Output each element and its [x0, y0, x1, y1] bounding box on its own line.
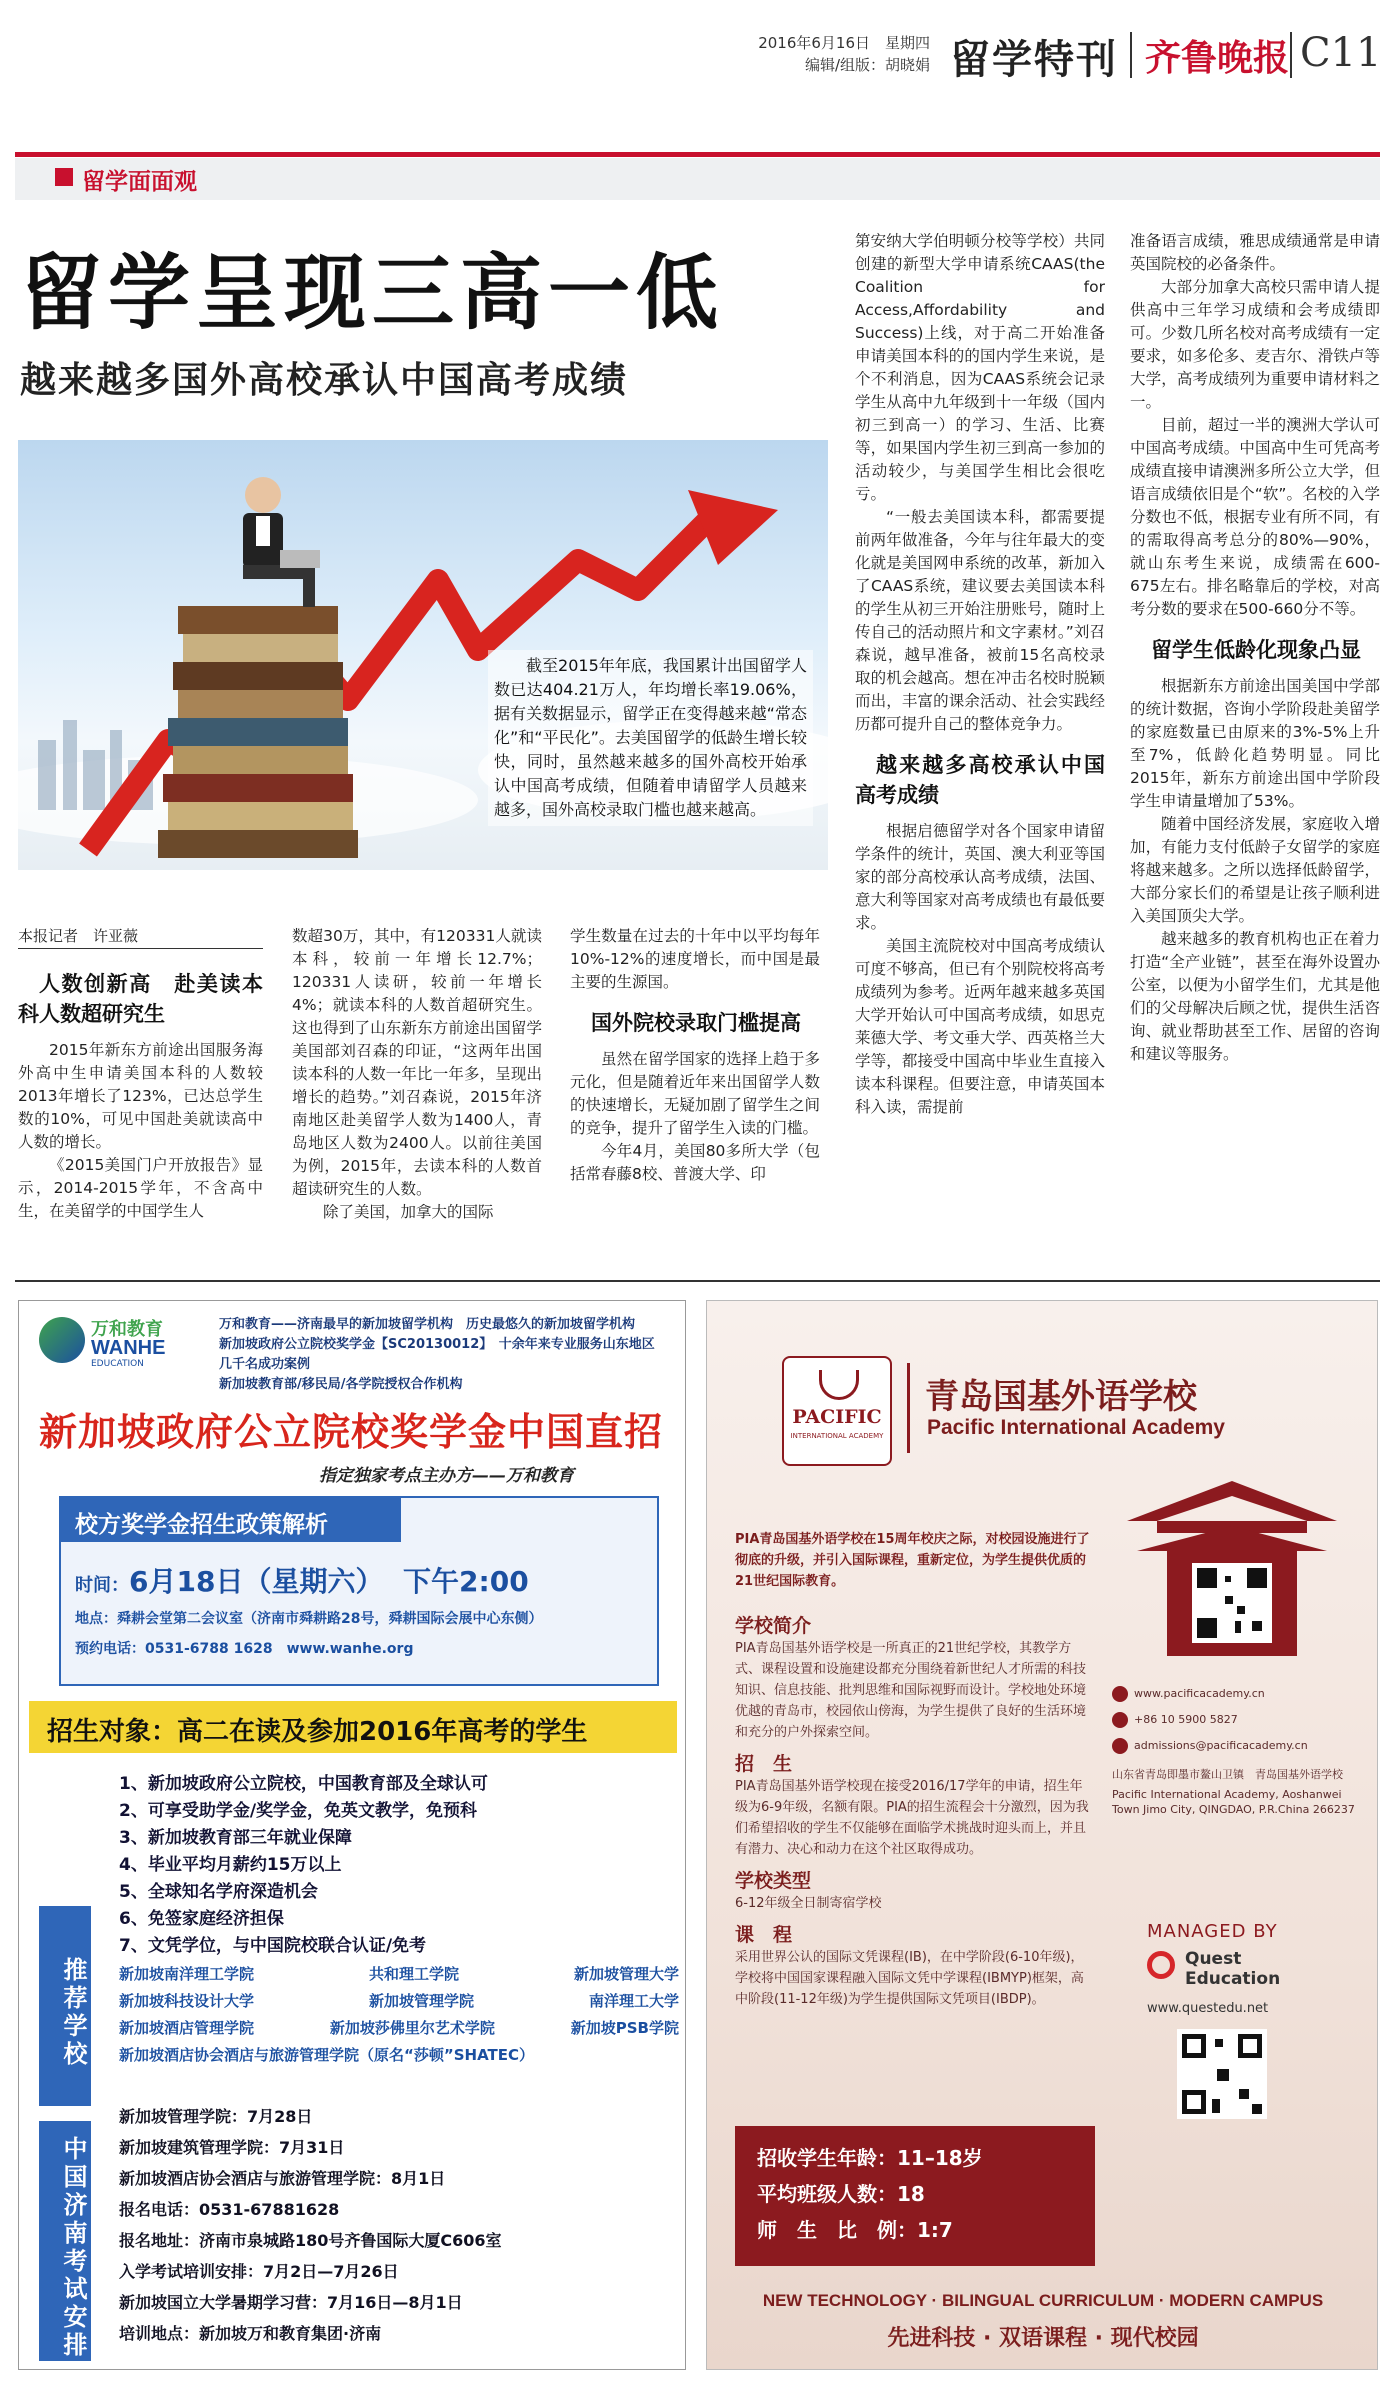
- exam-line: 新加坡建筑管理学院：7月31日: [119, 2138, 345, 2157]
- event-phone: 预约电话：0531-6788 1628 www.wanhe.org: [75, 1641, 414, 1657]
- slogan-en: NEW TECHNOLOGY · BILINGUAL CURRICULUM · MODERN CAMPUS: [762, 2291, 1324, 2310]
- pacific-logo-sub: INTERNATIONAL ACADEMY: [790, 1432, 884, 1440]
- address-cn: 山东省青岛即墨市鳌山卫镇 青岛国基外语学校: [1112, 1768, 1343, 1781]
- pacific-logo-text: PACIFIC: [792, 1406, 882, 1428]
- paragraph: 大部分加拿大高校只需申请人提供高中三年学习成绩和会考成绩即可。少数几所名校对高考成绩有一定要求，如多伦多、麦吉尔、滑铁卢等大学，高考成绩列为重要申请材料之一。: [1130, 278, 1380, 411]
- benefit-item: 3、新加坡教育部三年就业保障: [119, 1828, 352, 1848]
- exam-line: 新加坡国立大学暑期学习营：7月16日—8月1日: [119, 2293, 463, 2312]
- info-text: 6-12年级全日制寄宿学校: [735, 1896, 882, 1911]
- logo-divider: [907, 1363, 910, 1453]
- school-name: 新加坡莎佛里尔艺术学院: [329, 2019, 495, 2037]
- quest-name: Quest: [1185, 1949, 1242, 1969]
- contact-tel-text: +86 10 5900 5827: [1134, 1713, 1238, 1726]
- divider: [1290, 32, 1292, 78]
- school-name: 新加坡PSB学院: [570, 2019, 679, 2037]
- quest-logo-icon: [1147, 1951, 1175, 1979]
- exam-schedule: [119, 2101, 679, 2349]
- info-heading: 学校简介: [735, 1615, 812, 1637]
- side-label-exam: 中国济南考试安排: [39, 2121, 91, 2361]
- page-number: C11: [1300, 30, 1382, 76]
- wanhe-logo-en: WANHE: [91, 1337, 166, 1359]
- subheading-3: 越来越多高校承认中国高考成绩: [855, 753, 1105, 807]
- address-en: Pacific International Academy, Aoshanwei Town Jimo City, QINGDAO, P.R.China 266237: [1112, 1788, 1355, 1816]
- exam-line: 报名电话：0531-67881628: [119, 2200, 340, 2219]
- time-hour: 下午2:00: [403, 1565, 529, 1598]
- paragraph: 目前，超过一半的澳洲大学认可中国高考成绩。中国高中生可凭高考成绩直接申请澳洲多所公立大学，但语言成绩依旧是个“软”。名校的入学分数也不低，根据专业有所不同，有的需取得高考总分的80%—90%，就山东考生来说，成绩需在600-675左右。排名略靠后的学校，对高考分数的要求在500-660分不等。: [1130, 416, 1380, 618]
- subheading-1: 人数创新高 赴美读本科人数超研究生: [18, 972, 263, 1026]
- side-label-schools: 推荐学校: [39, 1906, 91, 2106]
- event-box: [59, 1496, 659, 1686]
- article-column-1: [18, 955, 263, 1223]
- stat-age: 招收学生年龄：11–18岁: [757, 2146, 983, 2170]
- paragraph: 《2015美国门户开放报告》显示，2014-2015学年，不含高中生，在美留学的中国学生人: [18, 1156, 263, 1220]
- pagoda-qr-graphic: [1107, 1481, 1357, 1661]
- header-meta: [700, 32, 930, 76]
- exam-line: 新加坡管理学院：7月28日: [119, 2107, 313, 2126]
- ad-pacific: [706, 1300, 1378, 2370]
- time-label: 时间：: [75, 1575, 129, 1596]
- intro-line: 新加坡教育部/移民局/各学院授权合作机构: [219, 1377, 463, 1392]
- info-heading: 学校类型: [735, 1870, 812, 1892]
- school-name: 新加坡酒店管理学院: [119, 2019, 255, 2037]
- exam-line: 报名地址：济南市泉城路180号齐鲁国际大厦C606室: [119, 2231, 502, 2250]
- paragraph: 准备语言成绩，雅思成绩通常是申请英国院校的必备条件。: [1130, 232, 1380, 273]
- school-name: 新加坡管理学院: [368, 1992, 474, 2010]
- event-time: [75, 1560, 529, 1600]
- school-row: [119, 1988, 679, 2015]
- pia-info: [735, 1611, 1095, 2010]
- info-text: PIA青岛国基外语学校现在接受2016/17学年的申请，招生年级为6-9年级，名额有限。PIA的招生流程会十分激烈，因为我们希望招收的学生不仅能够在面临学术挑战时迎头而上，并且有潜力、决心和动力在这个社区取得成功。: [735, 1779, 1089, 1857]
- info-text: PIA青岛国基外语学校是一所真正的21世纪学校，其教学方式、课程设置和设施建设都充分围绕着新世纪人才所需的科技知识、信息技能、批判思维和国际视野而设计。学校地处环境优越的青岛市，校园依山傍海，为学生提供了良好的生活环境和充分的户外探索空间。: [735, 1641, 1087, 1740]
- wanhe-intro: [219, 1315, 674, 1395]
- school-name: 新加坡酒店协会酒店与旅游管理学院（原名“莎顿”SHATEC）: [119, 2046, 535, 2064]
- contact-mail: [1112, 1733, 1362, 1759]
- school-name: 共和理工学院: [368, 1965, 459, 1983]
- intro-line: 新加坡政府公立院校奖学金【SC20130012】 十余年来专业服务山东地区 几千名成功案例: [219, 1337, 668, 1372]
- byline: 本报记者 许亚薇: [18, 925, 263, 949]
- stat-class: 平均班级人数：18: [757, 2182, 925, 2206]
- contact-mail-text: admissions@pacificacademy.cn: [1134, 1739, 1308, 1752]
- paragraph: 根据启德留学对各个国家申请留学条件的统计，英国、澳大利亚等国家的部分高校承认高考成绩，法国、意大利等国家对高考成绩也有最低要求。: [855, 822, 1105, 932]
- benefit-item: 5、全球知名学府深造机会: [119, 1882, 318, 1902]
- info-heading: 招 生: [735, 1753, 793, 1775]
- contact-web: [1112, 1681, 1362, 1707]
- benefit-list: [119, 1771, 679, 1960]
- policy-title: 校方奖学金招生政策解析: [61, 1498, 401, 1542]
- subheading-4: 留学生低龄化现象凸显: [1151, 638, 1361, 662]
- pacific-logo-badge: [782, 1356, 892, 1466]
- paragraph: 除了美国，加拿大的国际: [323, 1203, 494, 1221]
- school-name-en: Pacific International Academy: [927, 1416, 1225, 1439]
- pavilion-icon: [819, 1370, 859, 1400]
- subheading-2: 国外院校录取门槛提高: [591, 1011, 801, 1035]
- school-row: [119, 1961, 679, 1988]
- benefit-item: 1、新加坡政府公立院校，中国教育部及全球认可: [119, 1774, 488, 1794]
- benefit-item: 6、免签家庭经济担保: [119, 1909, 284, 1929]
- school-name: 南洋理工大学: [588, 1992, 679, 2010]
- contact-web-text: www.pacificacademy.cn: [1134, 1687, 1265, 1700]
- subheadline: 越来越多国外高校承认中国高考成绩: [20, 360, 629, 401]
- pia-intro: PIA青岛国基外语学校在15周年校庆之际，对校园设施进行了彻底的升级，并引入国际课程，重新定位，为学生提供优质的21世纪国际教育。: [735, 1532, 1090, 1589]
- wanhe-logo-sub: EDUCATION: [91, 1359, 144, 1369]
- exam-line: 入学考试培训安排：7月2日—7月26日: [119, 2262, 399, 2281]
- school-row: [119, 2015, 679, 2042]
- intro-line: 万和教育——济南最早的新加坡留学机构 历史最悠久的新加坡留学机构: [219, 1317, 636, 1332]
- section-tag: 留学面面观: [82, 169, 197, 195]
- stats-box: [735, 2126, 1095, 2266]
- contact-tel: [1112, 1707, 1362, 1733]
- ad-title: 新加坡政府公立院校奖学金中国直招: [39, 1410, 664, 1454]
- school-name-cn: 青岛国基外语学校: [925, 1377, 1197, 1417]
- quest-edu: Education: [1185, 1969, 1281, 1989]
- wanhe-logo-cn: 万和教育: [91, 1319, 163, 1340]
- school-list: [119, 1961, 679, 2069]
- divider: [1130, 32, 1132, 78]
- school-name: 新加坡南洋理工学院: [119, 1965, 255, 1983]
- paragraph: 2015年新东方前途出国服务海外高中生申请美国本科的人数较2013年增长了123%，已达总学生数的10%，可见中国赴美就读高中人数的增长。: [18, 1041, 263, 1151]
- paragraph: 今年4月，美国80多所大学（包括常春藤8校、普渡大学、印: [570, 1142, 820, 1183]
- paragraph: 随着中国经济发展，家庭收入增加，有能力支付低龄子女留学的家庭将越来越多。之所以选择低龄留学，大部分家长们的希望是让孩子顺利进入美国顶尖大学。: [1130, 815, 1380, 925]
- qr-code-icon: [1177, 2029, 1267, 2119]
- benefit-item: 2、可享受助学金/奖学金，免英文教学，免预科: [119, 1801, 478, 1821]
- managed-by: MANAGED BY: [1147, 1921, 1278, 1942]
- school-row: [119, 2042, 679, 2069]
- photo-caption: 截至2015年年底，我国累计出国留学人数已达404.21万人，年均增长率19.06%，据有关数据显示，留学正在变得越来越“常态化”和“平民化”。去美国留学的低龄生增长较快，同时，虽然越来越多的国外高校开始承认中国高考成绩，但随着申请留学人员越来越多，国外高校录取门槛也越来越高。: [488, 650, 813, 826]
- event-place: 地点：舜耕会堂第二会议室（济南市舜耕路28号，舜耕国际会展中心东侧）: [75, 1611, 543, 1627]
- school-name: 新加坡管理大学: [573, 1965, 679, 1983]
- wanhe-logo-icon: [39, 1317, 85, 1363]
- paragraph: 学生数量在过去的十年中以平均每年10%-12%的速度增长，而中国是最主要的生源国。: [570, 927, 820, 991]
- header-rule: [15, 152, 1380, 157]
- headline: 留学呈现三高一低: [20, 245, 725, 341]
- exam-line: 新加坡酒店协会酒店与旅游管理学院：8月1日: [119, 2169, 446, 2188]
- info-heading: 课 程: [735, 1924, 793, 1946]
- article-column-3: [570, 925, 820, 1186]
- paragraph: “一般去美国读本科，都需要提前两年做准备，今年与往年最大的变化就是美国网申系统的改革，新加入了CAAS系统，建议要去美国读本科的学生从初三开始注册账号，随时上传自己的活动照片和文字素材。”刘召森说，越早准备，被前15名高校录取的机会越高。想在冲击名校时脱颖而出，丰富的课余活动、社会实践经历都可提升自己的整体竞争力。: [855, 508, 1105, 733]
- benefit-item: 4、毕业平均月薪约15万以上: [119, 1855, 342, 1875]
- quest-web: www.questedu.net: [1147, 2001, 1269, 2016]
- phone-icon: [1112, 1712, 1128, 1728]
- paragraph: 第安纳大学伯明顿分校等学校）共同创建的新型大学申请系统CAAS(the Coalition for Access,Affordability and Success)上线，对于高二开始准备申请美国本科的的国内学生来说，是个不利消息，因为CAAS系统会记录学生从高中九年级到十一年级（国内初三到高一）的学习、生活、比赛等，如果国内学生初三到高一参加的活动较少，与美国学生相比会很吃亏。: [855, 232, 1105, 503]
- paragraph: 越来越多的教育机构也正在着力打造“全产业链”，甚至在海外设置办公室，以便为小留学生们，尤其是他们的父母解决后顾之忧，提供生活咨询、就业帮助甚至工作、居留的咨询和建议等服务。: [1130, 930, 1380, 1063]
- mail-icon: [1112, 1738, 1128, 1754]
- globe-icon: [1112, 1686, 1128, 1702]
- editor-credit: 编辑/组版：胡晓娟: [804, 56, 930, 74]
- time-date: 6月18日（星期六）: [129, 1565, 384, 1598]
- article-column-4: [855, 230, 1105, 1119]
- issue-date: 2016年6月16日 星期四: [758, 34, 930, 52]
- slogan-cn: 先进科技 · 双语课程 · 现代校园: [887, 2326, 1199, 2351]
- paragraph: 数超30万，其中，有120331人就读本科，较前一年增长12.7%；120331人读研，较前一年增长4%；就读本科的人数首超研究生。这也得到了山东新东方前途出国留学美国部刘召森的印证，“这两年出国读本科的人数一年比一年多，呈现出增长的趋势。”刘召森说，2015年济南地区赴美留学人数为1400人，青岛地区人数为2400人。以前往美国为例，2015年，去读本科的人数首超读研究生的人数。: [292, 927, 542, 1198]
- stat-ratio: 师 生 比 例：1:7: [757, 2218, 953, 2242]
- article-column-5: [1130, 230, 1380, 1066]
- photo-businessman-books: [18, 440, 828, 870]
- newspaper-logo: 齐鲁晚报: [1145, 37, 1290, 79]
- school-name: 新加坡科技设计大学: [119, 1992, 255, 2010]
- paragraph: 美国主流院校对中国高考成绩认可度不够高，但已有个别院校将高考成绩列为参考。近两年越来越多英国大学开始认可中国高考成绩，如思克莱德大学、考文垂大学、西英格兰大学等，都接受中国高中毕业生直接入读本科课程。但要注意，申请英国本科入读，需提前: [855, 937, 1105, 1116]
- section-marker-icon: [55, 168, 73, 186]
- section-band: [15, 158, 1380, 200]
- article-column-2: [292, 925, 542, 1224]
- info-text: 采用世界公认的国际文凭课程(IB)，在中学阶段(6-10年级)，学校将中国国家课程融入国际文凭中学课程(IBMYP)框架，高中阶段(11-12年级)为学生提供国际文凭项目(IBDP)。: [735, 1950, 1084, 2007]
- paragraph: 根据新东方前途出国美国中学部的统计数据，咨询小学阶段赴美留学的家庭数量已由原来的3%-5%上升至7%，低龄化趋势明显。同比2015年，新东方前途出国中学阶段学生申请量增加了53%。: [1130, 677, 1380, 810]
- paragraph: 虽然在留学国家的选择上趋于多元化，但是随着近年来出国留学人数的快速增长，无疑加剧了留学生之间的竞争，提升了留学生入读的门槛。: [570, 1050, 820, 1137]
- target-bar: 招生对象：高二在读及参加2016年高考的学生: [29, 1701, 677, 1753]
- article-bottom-rule: [15, 1280, 1380, 1282]
- ad-wanhe: [18, 1300, 686, 2370]
- contact-block: [1112, 1681, 1362, 1817]
- ad-slogan: 指定独家考点主办方——万和教育: [319, 1466, 574, 1486]
- benefit-item: 7、文凭学位，与中国院校联合认证/免考: [119, 1936, 427, 1956]
- exam-line: 培训地点：新加坡万和教育集团·济南: [119, 2324, 382, 2343]
- section-title: 留学特刊: [950, 37, 1118, 83]
